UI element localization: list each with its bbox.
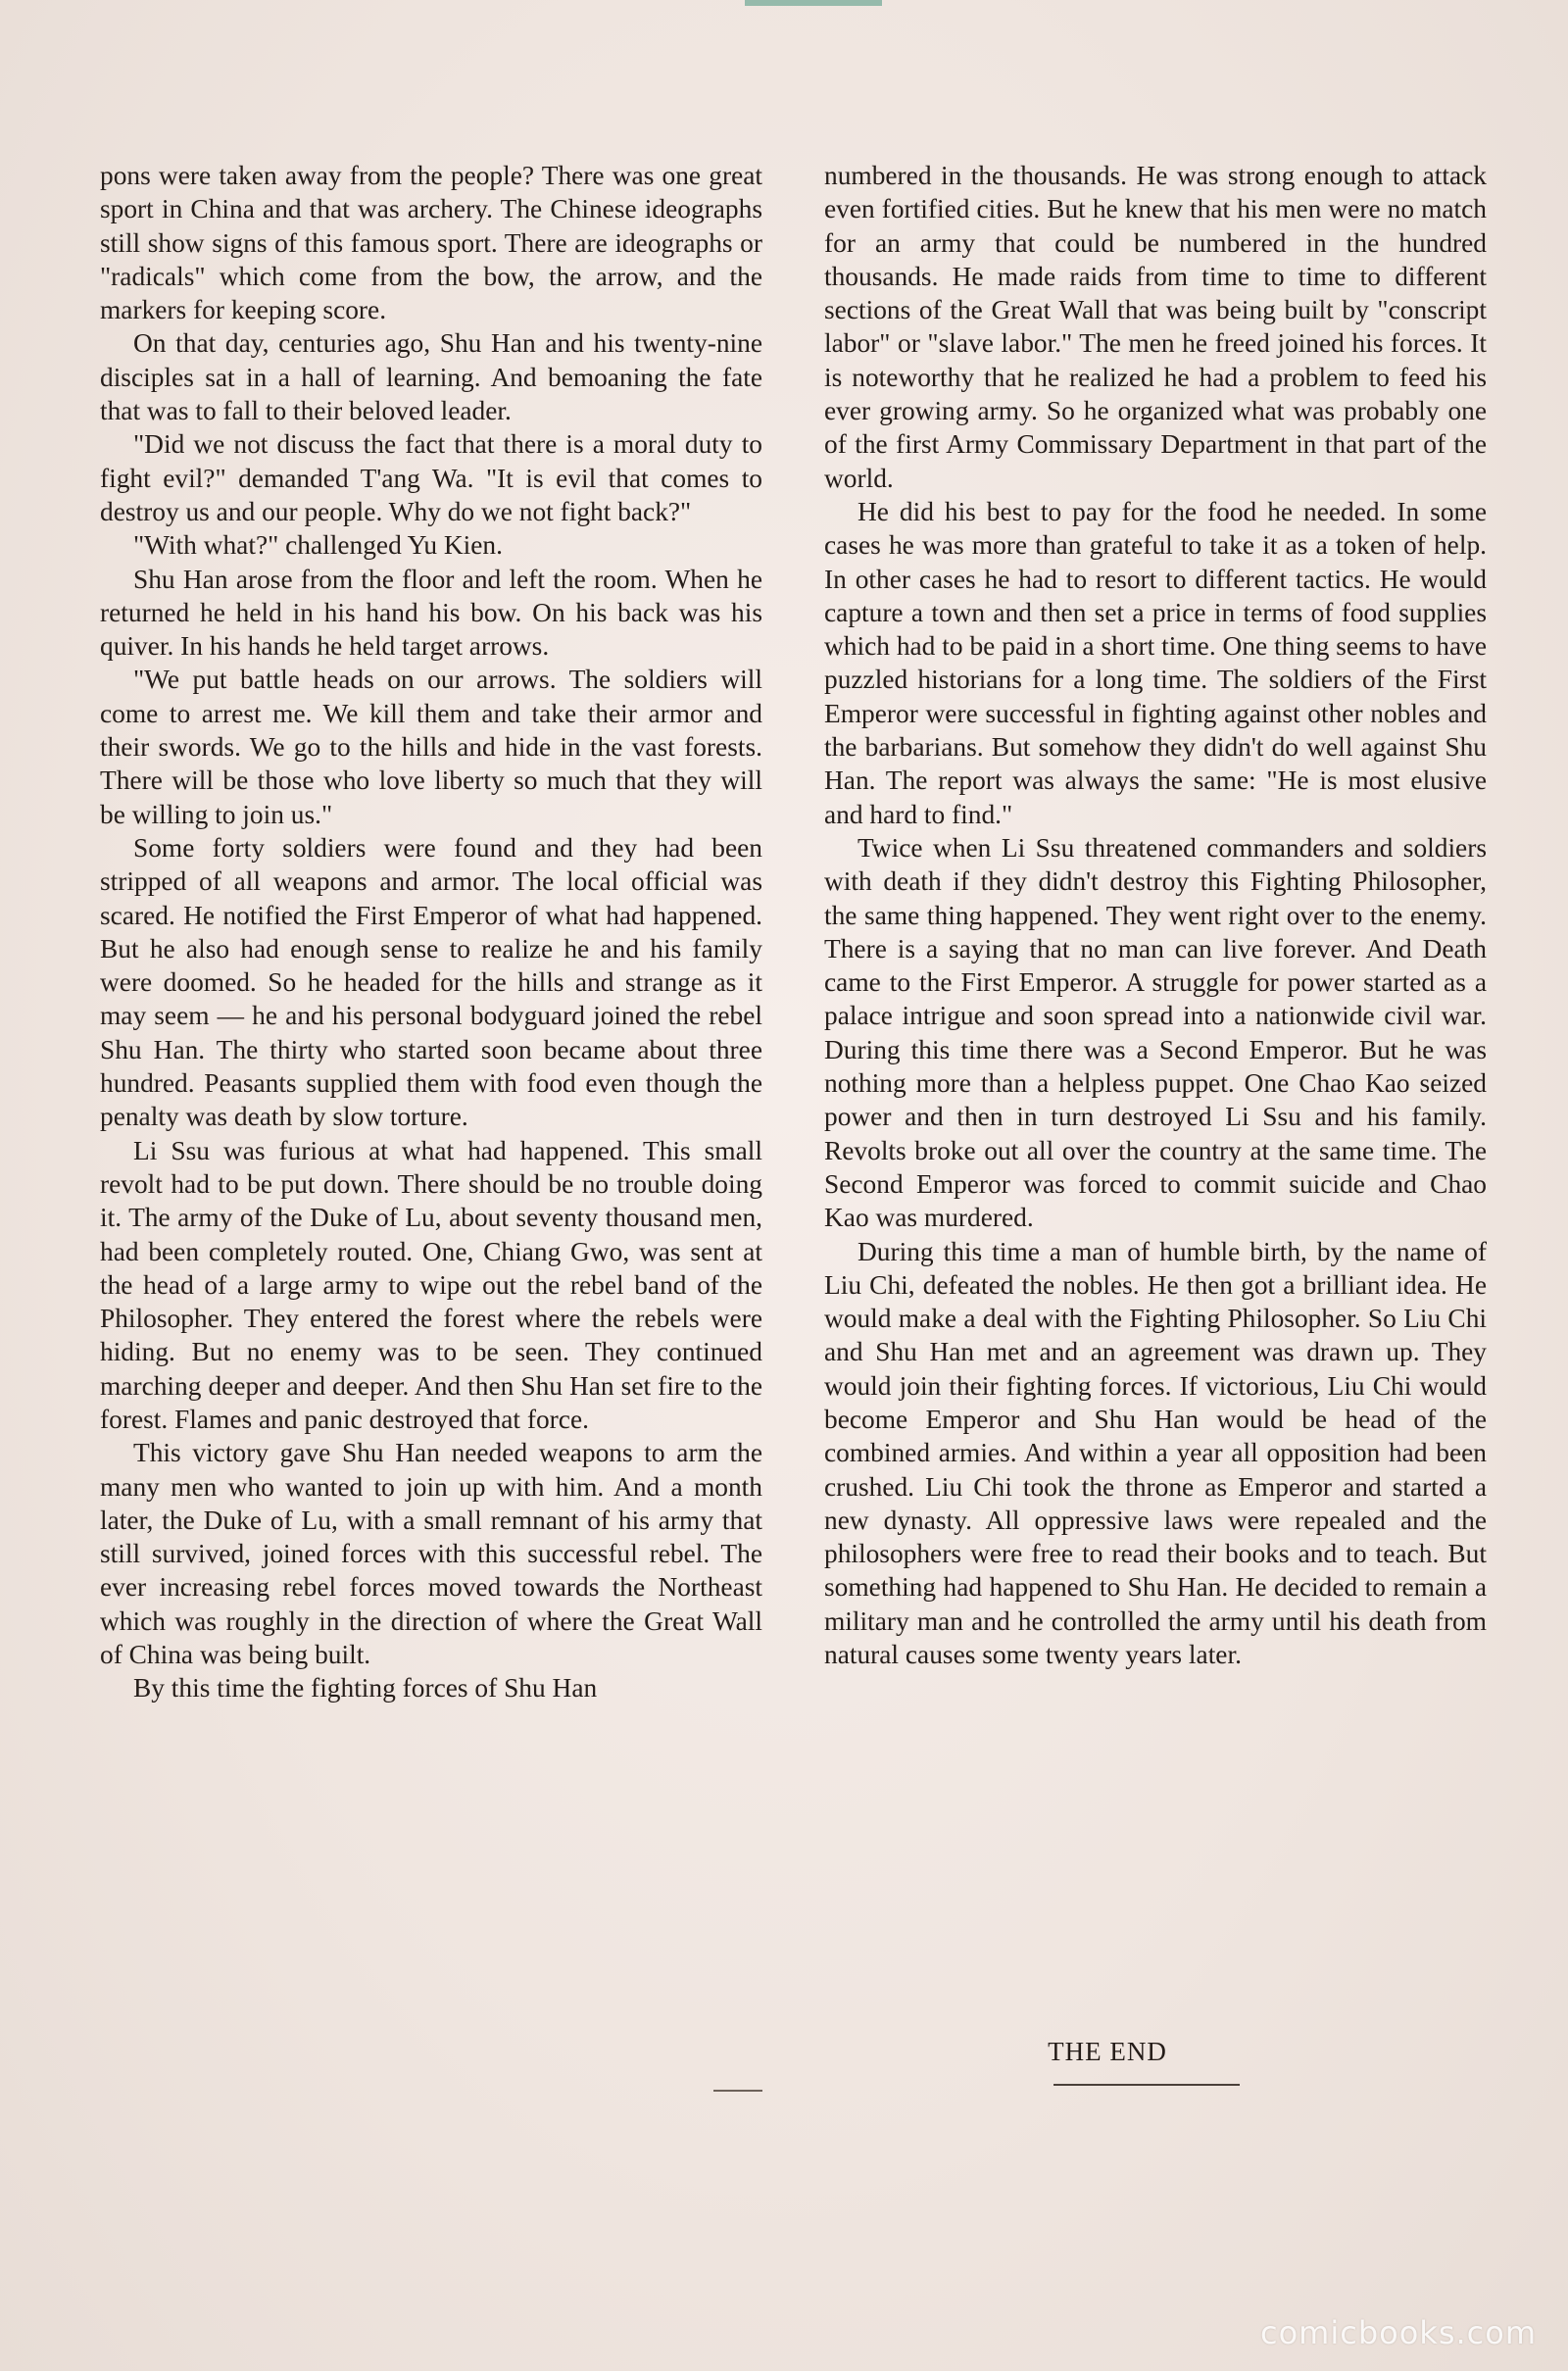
paragraph: Li Ssu was furious at what had happened. This small revolt had to be put down. There should be no trouble doing it. The army of the Duke of Lu, about seventy thousand men, had been completely routed. One, Chiang Gwo, was sent at the head of a large army to wipe out the rebel band of the Philosopher. They entered the forest where the rebels were hiding. But no enemy was to be seen. They continued marching deeper and deeper. And then Shu Han set fire to the forest. Flames and panic destroyed that force.	[100, 1135, 762, 1434]
paragraph: numbered in the thousands. He was strong enough to attack even fortified cities. But he knew that his men were no match for an army that could be numbered in the hundred thousands. He made raids from time to time to different sections of the Great Wall that was being built by "conscript labor" or "slave labor." The men he freed joined his forces. It is noteworthy that he realized he had a problem to feed his ever growing army. So he organized what was probably one of the first Army Commissary Department in that part of the world.	[824, 161, 1487, 493]
paragraph: "Did we not discuss the fact that there is a moral duty to fight evil?" demanded T'ang Wa. "It is evil that comes to destroy us and our people. Why do we not fight back?"	[100, 429, 762, 526]
paragraph: This victory gave Shu Han needed weapons to arm the many men who wanted to join up with him. And a month later, the Duke of Lu, with a small remnant of his army that still survived, joined forces with this successful rebel. The ever increasing rebel forces moved towards the Northeast which was roughly in the direction of where the Great Wall of China was being built.	[100, 1438, 762, 1670]
watermark: comicbooks.com	[1259, 2314, 1537, 2351]
paragraph: Shu Han arose from the floor and left the room. When he returned he held in his hand his bow. On his back was his quiver. In his hands he held target arrows.	[100, 564, 762, 662]
cover-edge-strip	[745, 0, 882, 6]
the-end-label: THE END	[1048, 2037, 1167, 2066]
end-divider	[1054, 2084, 1240, 2086]
paragraph: pons were taken away from the people? There was one great sport in China and that was archery. The Chinese ideographs still show signs of this famous sport. There are ideographs or "radicals" which come from the bow, the arrow, and the markers for keeping score.	[100, 161, 762, 325]
paragraph: Some forty soldiers were found and they had been stripped of all weapons and armor. The local official was scared. He notified the First Emperor of what had happened. But he also had enough sense to realize he and his family were doomed. So he headed for the hills and strange as it may seem — he and his personal bodyguard joined the rebel Shu Han. The thirty who started soon became about three hundred. Peasants supplied them with food even though the penalty was death by slow torture.	[100, 832, 762, 1132]
paragraph: On that day, centuries ago, Shu Han and his twenty-nine disciples sat in a hall of learning. And bemoaning the fate that was to fall to their beloved leader.	[100, 328, 762, 426]
paragraph: Twice when Li Ssu threatened commanders and soldiers with death if they didn't destroy this Fighting Philosopher, the same thing happened. They went right over to the enemy. There is a saying that no man can live forever. And Death came to the First Emperor. A struggle for power started as a palace intrigue and soon spread into a nationwide civil war. During this time there was a Second Emperor. But he was nothing more than a helpless puppet. One Chao Kao seized power and then in turn destroyed Li Ssu and his family. Revolts broke out all over the country at the same time. The Second Emperor was forced to commit suicide and Chao Kao was murdered.	[824, 832, 1487, 1233]
column-end-rule	[713, 2090, 762, 2092]
paragraph: By this time the fighting forces of Shu Han	[133, 1673, 598, 1704]
paragraph: "We put battle heads on our arrows. The soldiers will come to arrest me. We kill them and take their armor and their swords. We go to the hills and hide in the vast forests. There will be those who love liberty so much that they will be willing to join us."	[100, 665, 762, 829]
left-text-column	[100, 159, 762, 1705]
paragraph: During this time a man of humble birth, by the name of Liu Chi, defeated the nobles. He then got a brilliant idea. He would make a deal with the Fighting Philosopher. So Liu Chi and Shu Han met and an agreement was drawn up. They would join their fighting forces. If victorious, Liu Chi would become Emperor and Shu Han would be head of the combined armies. And within a year all opposition had been crushed. Liu Chi took the throne as Emperor and started a new dynasty. All oppressive laws were repealed and the philosophers were free to read their books and to teach. But something had happened to Shu Han. He decided to remain a military man and he controlled the army until his death from natural causes some twenty years later.	[824, 1236, 1487, 1670]
paragraph: He did his best to pay for the food he needed. In some cases he was more than grateful to take it as a token of help. In other cases he had to resort to different tactics. He would capture a town and then set a price in terms of food supplies which had to be paid in a short time. One thing seems to have puzzled historians for a long time. The soldiers of the First Emperor were successful in fighting against other nobles and the barbarians. But somehow they didn't do well against Shu Han. The report was always the same: "He is most elusive and hard to find."	[824, 496, 1487, 829]
right-text-column	[824, 159, 1487, 1671]
paragraph: "With what?" challenged Yu Kien.	[133, 530, 503, 561]
